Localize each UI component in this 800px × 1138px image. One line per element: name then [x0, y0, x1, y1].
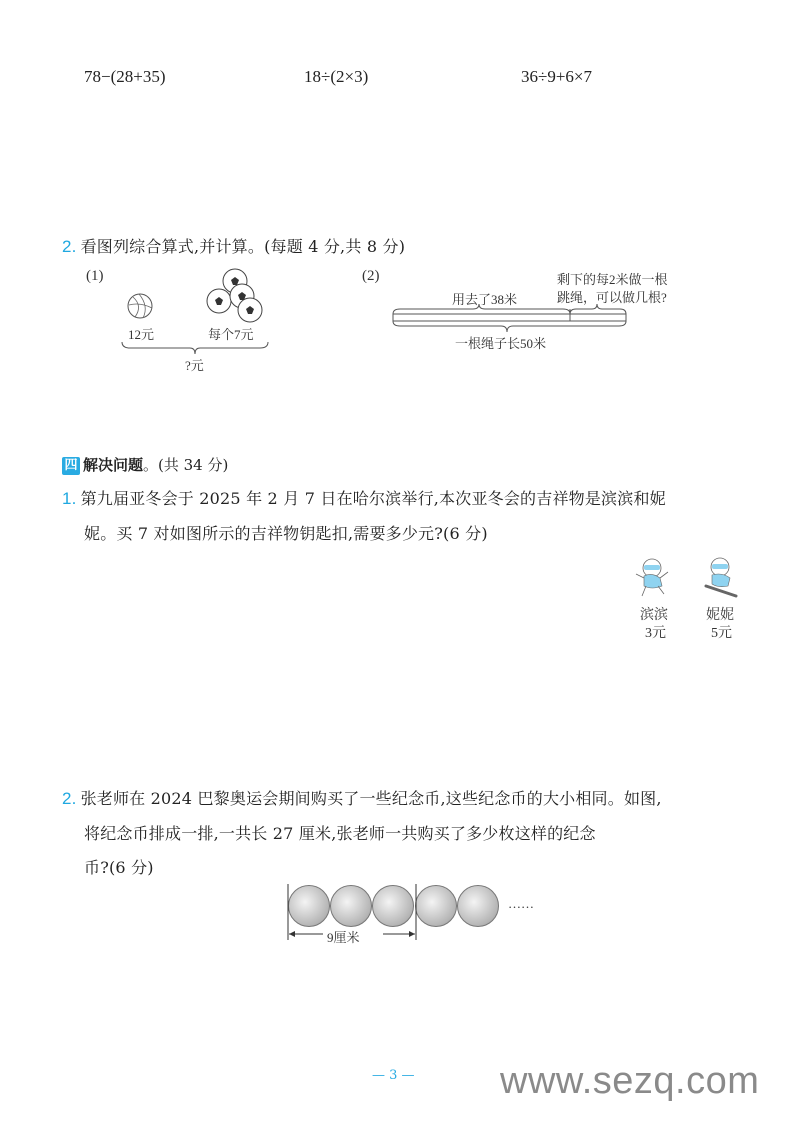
measure-label: 9厘米: [327, 930, 360, 945]
mascot-nini-icon: [700, 556, 742, 600]
rope-diagram: [388, 300, 633, 334]
page-number: — 3 —: [372, 1068, 415, 1083]
p1-line-1: [62, 486, 666, 509]
rope-total: 一根绳子长50米: [455, 336, 547, 351]
question-text-2: 跳绳，可以做几根?: [557, 290, 667, 305]
p2-line-1: [62, 786, 662, 809]
expression-3: 36÷9+6×7: [521, 67, 593, 86]
p2-line-3: 币?(6 分): [84, 858, 154, 877]
coin-icon: [457, 885, 499, 927]
section-badge: 四: [62, 457, 80, 475]
coin-icon: [415, 885, 457, 927]
question-number: 2.: [62, 237, 77, 256]
sub1-label: (1): [86, 268, 104, 284]
total-unknown: ?元: [185, 358, 204, 373]
brace-under: [120, 340, 270, 356]
footballs-icon: [205, 268, 267, 326]
mascot-nini-price: 5元: [711, 626, 732, 641]
sub2-label: (2): [362, 268, 380, 284]
section-title: 解决问题: [83, 456, 144, 474]
basketball-icon: [125, 290, 155, 322]
section-score: 。(共 34 分): [143, 456, 229, 474]
mascot-binbin-name: 滨滨: [640, 608, 668, 623]
p1-line-2: 妮。买 7 对如图所示的吉祥物钥匙扣,需要多少元?(6 分): [84, 524, 488, 543]
expression-1: 78−(28+35): [84, 67, 166, 86]
expression-2: 18÷(2×3): [304, 67, 369, 86]
question-number: 2.: [62, 789, 77, 808]
mascot-nini-name: 妮妮: [706, 608, 734, 623]
p2-line-2: 将纪念币排成一排,一共长 27 厘米,张老师一共购买了多少枚这样的纪念: [84, 824, 596, 843]
mascot-binbin-icon: [632, 556, 674, 600]
section-heading: [62, 454, 228, 475]
question-text-1: 剩下的每2米做一根: [557, 272, 668, 287]
p1-text-1: 第九届亚冬会于 2025 年 2 月 7 日在哈尔滨举行,本次亚冬会的吉祥物是滨滨和妮: [80, 489, 666, 508]
mascot-binbin-price: 3元: [645, 626, 666, 641]
ellipsis: ……: [508, 896, 534, 911]
football-price: 每个7元: [208, 327, 254, 342]
q2-title: 看图列综合算式,并计算。(每题 4 分,共 8 分): [80, 237, 406, 256]
question-number: 1.: [62, 489, 77, 508]
ball-price: 12元: [128, 327, 155, 342]
p2-text-1: 张老师在 2024 巴黎奥运会期间购买了一些纪念币,这些纪念币的大小相同。如图,: [80, 789, 662, 808]
watermark: www.sezq.com: [500, 1060, 760, 1102]
used-length: 用去了38米: [452, 292, 518, 307]
q2-title-line: [62, 234, 405, 257]
